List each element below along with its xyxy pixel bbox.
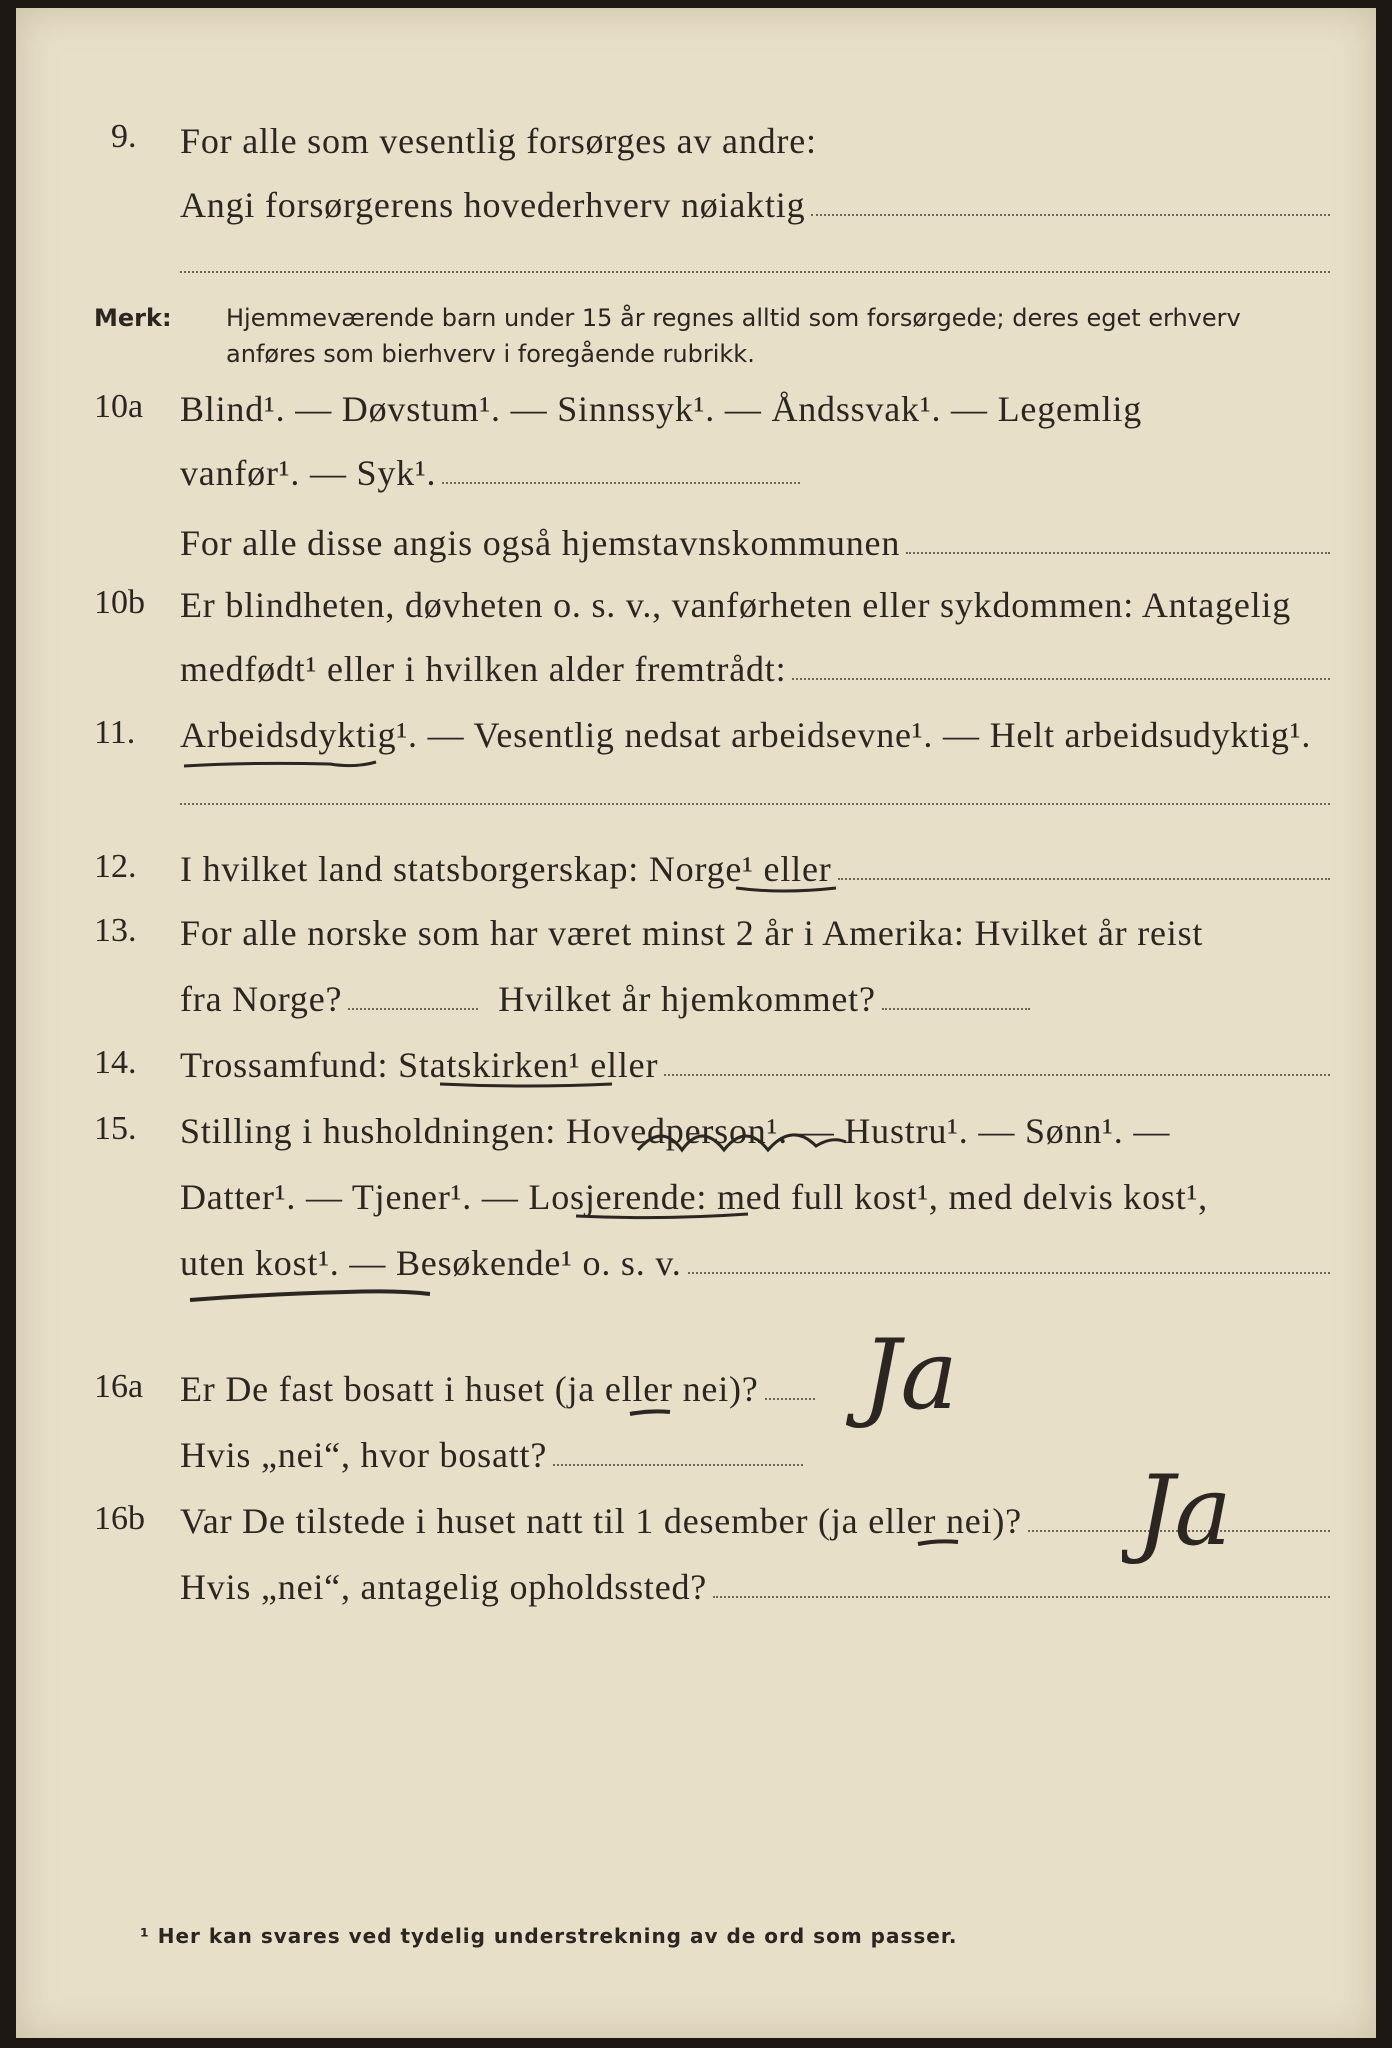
question-text: Hvis „nei“, antagelig opholdssted? (180, 1562, 1330, 1608)
handwritten-underline (436, 1076, 616, 1096)
question-number: 16a (94, 1368, 144, 1405)
handwritten-answer-ja (842, 1308, 1042, 1448)
question-number: 9. (111, 118, 137, 155)
note-text: anføres som bierhverv i foregående rubrikk. (226, 340, 755, 368)
footnote: ¹ Her kan svares ved tydelig understrekning av de ord som passer. (140, 1924, 958, 1948)
question-number: 13. (94, 912, 137, 949)
answer-line[interactable] (553, 1463, 803, 1466)
question-number: 14. (94, 1044, 137, 1081)
question-text: For alle norske som har været minst 2 år i Amerika: Hvilket år reist (180, 913, 1204, 953)
handwritten-underline (572, 1208, 752, 1228)
note-label: Merk: (94, 304, 172, 332)
question-text: Stilling i husholdningen: Hovedperson¹. — Hustru¹. — Sønn¹. — (180, 1111, 1171, 1151)
handwritten-underline (186, 1280, 436, 1310)
answer-line[interactable] (906, 551, 1330, 554)
question-text: Angi forsørgerens hovederhverv nøiaktig (180, 180, 1330, 226)
question-text: For alle som vesentlig forsørges av andre: (180, 121, 817, 161)
question-number: 10a (94, 388, 144, 425)
question-text: Var De tilstede i huset natt til 1 desember (ja eller nei)? (180, 1496, 1330, 1542)
answer-line[interactable] (882, 1007, 1030, 1010)
question-text: For alle disse angis også hjemstavnskommunen (180, 518, 1330, 564)
question-text: uten kost¹. — Besøkende¹ o. s. v. (180, 1238, 1330, 1284)
census-form-page (16, 8, 1376, 2038)
question-text: Datter¹. — Tjener¹. — Losjerende: med full kost¹, med delvis kost¹, (180, 1177, 1208, 1217)
question-number: 11. (94, 714, 136, 751)
question-text: Trossamfund: Statskirken¹ eller (180, 1040, 1330, 1086)
svg-text:Ja: Ja (1136, 1455, 1232, 1567)
answer-line[interactable] (664, 1073, 1330, 1076)
question-text: medfødt¹ eller i hvilken alder fremtrådt: (180, 644, 1330, 690)
question-number: 16b (94, 1500, 145, 1537)
question-number: 10b (94, 584, 145, 621)
question-text: Er De fast bosatt i huset (ja eller nei)? (180, 1364, 1330, 1410)
question-text: vanfør¹. — Syk¹. (180, 448, 800, 494)
handwritten-strikeout (632, 1116, 852, 1166)
question-text: Arbeidsdyktig¹. — Vesentlig nedsat arbeidsevne¹. — Helt arbeidsudyktig¹. (180, 715, 1312, 755)
answer-line[interactable] (442, 481, 800, 484)
question-number: 12. (94, 848, 137, 885)
question-text: fra Norge? Hvilket år hjemkommet? (180, 974, 1030, 1020)
answer-line[interactable] (792, 677, 1330, 680)
answer-line[interactable] (713, 1595, 1330, 1598)
question-text: Blind¹. — Døvstum¹. — Sinnssyk¹. — Åndssvak¹. — Legemlig (180, 389, 1142, 429)
answer-line[interactable] (180, 270, 1330, 273)
answer-line[interactable] (838, 877, 1330, 880)
handwritten-underline (732, 880, 842, 900)
answer-line[interactable] (348, 1007, 478, 1010)
answer-line[interactable] (765, 1397, 815, 1400)
handwritten-underline (914, 1534, 964, 1554)
answer-line[interactable] (811, 213, 1330, 216)
svg-text:Ja: Ja (862, 1319, 958, 1431)
question-number: 15. (94, 1110, 137, 1147)
question-text: I hvilket land statsborgerskap: Norge¹ eller (180, 844, 1330, 890)
handwritten-underline (180, 754, 380, 784)
answer-line[interactable] (688, 1271, 1330, 1274)
question-text: Er blindheten, døvheten o. s. v., vanførheten eller sykdommen: Antagelig (180, 585, 1292, 625)
answer-line[interactable] (180, 802, 1330, 805)
question-text: Hvis „nei“, hvor bosatt? (180, 1430, 1330, 1476)
handwritten-underline (626, 1404, 676, 1424)
note-text: Hjemmeværende barn under 15 år regnes alltid som forsørgede; deres eget erhverv (226, 304, 1241, 332)
